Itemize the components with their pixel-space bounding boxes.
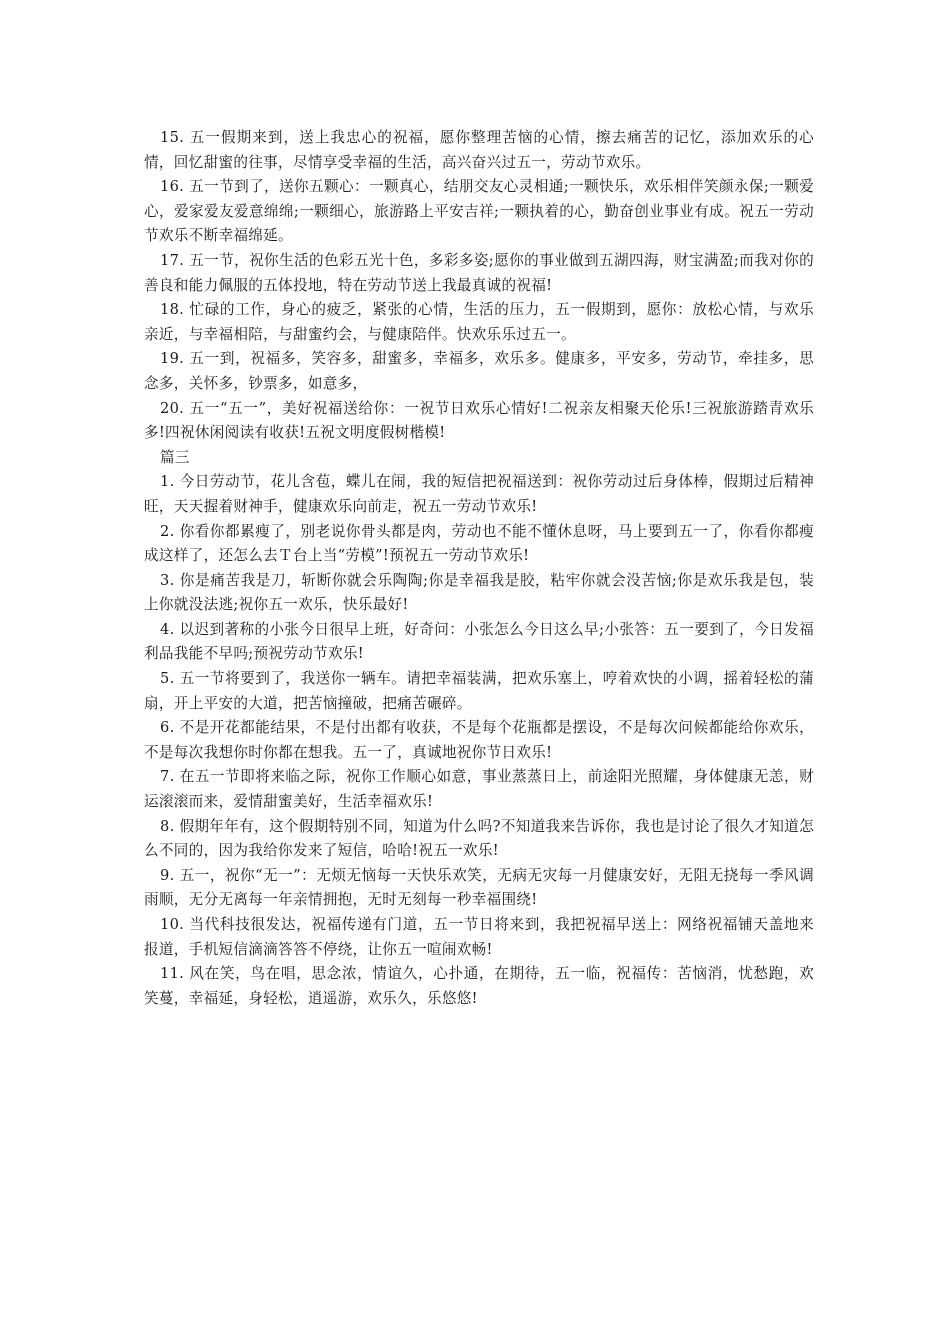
list-item: 8. 假期年年有，这个假期特别不同，知道为什么吗?不知道我来告诉你，我也是讨论了很久才知道怎么不同的，因为我给你发来了短信，哈哈!祝五一欢乐! [144,817,814,860]
list-item: 2. 你看你都累瘦了，别老说你骨头都是肉，劳动也不能不懂休息呀，马上要到五一了，你看你都瘦成这样了，还怎么去Ｔ台上当“劳模”!预祝五一劳动节欢乐! [144,522,814,565]
list-item: 11. 风在笑，鸟在唱，思念浓，情谊久，心扑通，在期待，五一临，祝福传：苦恼消，忧愁跑，欢笑蔓，幸福延，身轻松，逍遥游，欢乐久，乐悠悠! [144,965,814,1007]
list-item: 17. 五一节，祝你生活的色彩五光十色，多彩多姿;愿你的事业做到五湖四海，财宝满盈;而我对你的善良和能力佩服的五体投地，特在劳动节送上我最真诚的祝福! [144,251,814,294]
document-body [144,126,814,1011]
list-item: 7. 在五一节即将来临之际，祝你工作顺心如意，事业蒸蒸日上，前途阳光照耀，身体健康无恙，财运滚滚而来，爱情甜蜜美好，生活幸福欢乐! [144,768,814,811]
list-item: 16. 五一节到了，送你五颗心：一颗真心，结朋交友心灵相通;一颗快乐，欢乐相伴笑颜永保;一颗爱心，爱家爱友爱意绵绵;一颗细心，旅游路上平安吉祥;一颗执着的心，勤奋创业事业有成。祝五一劳动节欢乐不断幸福绵延。 [144,178,814,245]
list-item: 18. 忙碌的工作，身心的疲乏，紧张的心情，生活的压力，五一假期到，愿你：放松心情，与欢乐亲近，与幸福相陪，与甜蜜约会，与健康陪伴。快欢乐乐过五一。 [144,301,814,343]
list-item: 4. 以迟到著称的小张今日很早上班，好奇问：小张怎么今日这么早;小张答：五一要到了，今日发福利品我能不早吗;预祝劳动节欢乐! [144,620,814,663]
list-item: 1. 今日劳动节，花儿含苞，蝶儿在闹，我的短信把祝福送到：祝你劳动过后身体棒，假期过后精神旺，天天握着财神手，健康欢乐向前走，祝五一劳动节欢乐! [144,473,814,515]
section-heading: 篇三 [160,448,190,466]
list-item: 15. 五一假期来到，送上我忠心的祝福，愿你整理苦恼的心情，擦去痛苦的记忆，添加欢乐的心情，回忆甜蜜的往事，尽情享受幸福的生活，高兴奋兴过五一，劳动节欢乐。 [144,129,814,171]
list-item: 5. 五一节将要到了，我送你一辆车。请把幸福装满，把欢乐塞上，哼着欢快的小调，摇着轻松的蒲扇，开上平安的大道，把苦恼撞破，把痛苦碾碎。 [144,670,814,712]
list-item: 20. 五一“五一”，美好祝福送给你：一祝节日欢乐心情好!二祝亲友相聚天伦乐!三祝旅游踏青欢乐多!四祝休闲阅读有收获!五祝文明度假树楷模! [144,399,814,442]
list-item: 3. 你是痛苦我是刀，斩断你就会乐陶陶;你是幸福我是胶，粘牢你就会没苦恼;你是欢乐我是包，装上你就没法逃;祝你五一欢乐，快乐最好! [144,571,814,614]
list-item: 10. 当代科技很发达，祝福传递有门道，五一节日将来到，我把祝福早送上：网络祝福铺天盖地来报道，手机短信滴滴答答不停绕，让你五一喧闹欢畅! [144,916,814,958]
list-item: 9. 五一，祝你“无一”：无烦无恼每一天快乐欢笑，无病无灾每一月健康安好，无阻无挠每一季风调雨顺，无分无离每一年亲情拥抱，无时无刻每一秒幸福围绕! [144,866,814,909]
list-item: 19. 五一到，祝福多，笑容多，甜蜜多，幸福多，欢乐多。健康多，平安多，劳动节，牵挂多，思念多，关怀多，钞票多，如意多， [144,350,814,392]
list-item: 6. 不是开花都能结果，不是付出都有收获，不是每个花瓶都是摆设，不是每次问候都能给你欢乐，不是每次我想你时你都在想我。五一了，真诚地祝你节日欢乐! [144,719,814,761]
